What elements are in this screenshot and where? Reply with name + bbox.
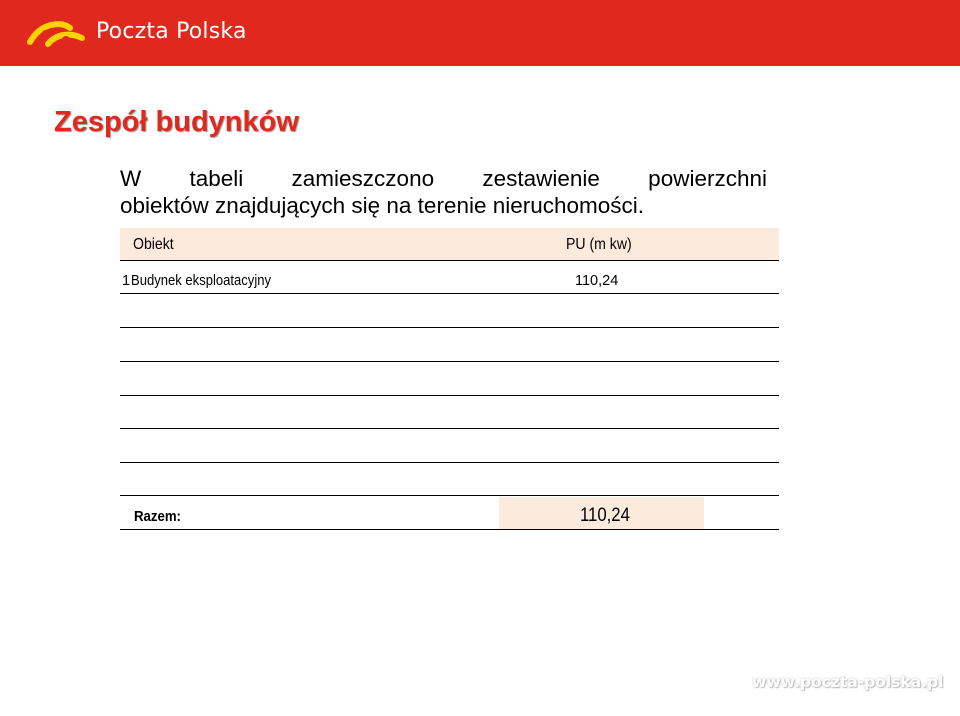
total-value: 110,24 (580, 505, 630, 526)
slide-title: Zespół budynków (54, 106, 299, 138)
table-rule (120, 529, 779, 530)
table-rule (120, 361, 779, 362)
row-object-name: Budynek eksploatacyjny (131, 273, 272, 289)
table-rule (120, 327, 779, 328)
total-label: Razem: (134, 508, 181, 525)
table-rule (120, 495, 779, 496)
table-rule (120, 260, 779, 261)
poczta-polska-logo-icon (26, 12, 90, 52)
column-header-object: Obiekt (133, 236, 174, 253)
row-area-value: 110,24 (575, 273, 619, 289)
footer-url: www.poczta-polska.pl (752, 673, 944, 691)
row-number: 1 (122, 273, 131, 289)
paragraph-line-1: W tabeli zamieszczono zestawienie powierzchni (120, 166, 767, 191)
table-header-background (120, 228, 779, 260)
table-rule (120, 395, 779, 396)
header-bar (0, 0, 960, 66)
table-rule (120, 462, 779, 463)
brand-name: Poczta Polska (96, 19, 247, 44)
column-header-area: PU (m kw) (566, 236, 632, 253)
paragraph-line-2: obiektów znajdujących się na terenie nieruchomości. (120, 193, 645, 218)
table-rule (120, 293, 779, 294)
description-paragraph (120, 165, 767, 219)
table-rule (120, 428, 779, 429)
